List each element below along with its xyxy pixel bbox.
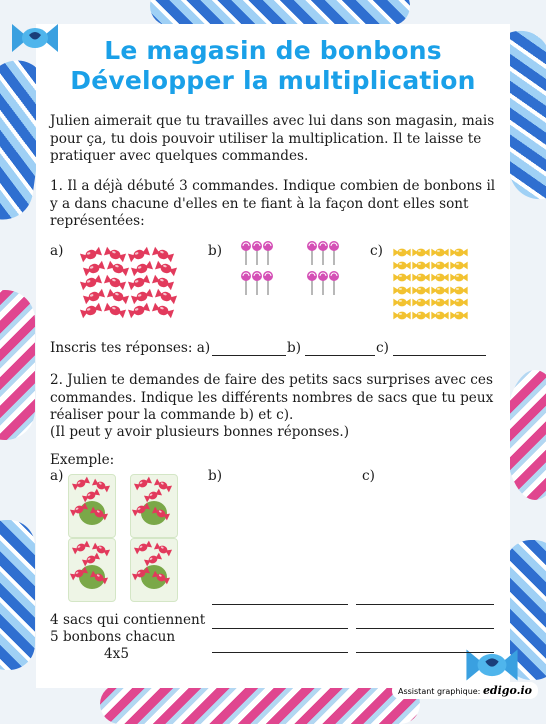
candy-grid-c xyxy=(392,247,472,323)
candy-icon xyxy=(392,285,412,296)
candy-grid-a xyxy=(80,248,180,318)
candy-icon xyxy=(126,301,151,321)
candy-icon xyxy=(430,247,450,258)
answer-b-line[interactable] xyxy=(305,355,375,356)
candy-icon xyxy=(449,260,469,271)
border-candy-left-mid xyxy=(0,290,35,440)
answers-label-b: b) xyxy=(287,340,302,356)
q2-label-b: b) xyxy=(208,468,223,484)
candy-icon xyxy=(449,247,469,258)
wrapped-candy-icon xyxy=(462,645,522,685)
lollipop-icon xyxy=(262,270,274,296)
title-line-1: Le magasin de bonbons xyxy=(104,36,442,65)
candy-icon xyxy=(430,285,450,296)
candy-icon xyxy=(449,272,469,283)
q2-b-line-3[interactable] xyxy=(212,652,348,653)
page-title xyxy=(36,36,510,96)
question-1-text: 1. Il a déjà débuté 3 commandes. Indique combien de bonbons il y a dans chacune d'elles en te fiant à la façon dont elles sont représentées: xyxy=(50,178,496,229)
q1-label-a: a) xyxy=(50,243,64,259)
candy-icon xyxy=(392,260,412,271)
candy-icon xyxy=(430,297,450,308)
answers-label-c: c) xyxy=(376,340,389,356)
lollipop-icon xyxy=(262,240,274,266)
q2-b-line-2[interactable] xyxy=(212,628,348,629)
candy-icon xyxy=(392,297,412,308)
credit-label: Assistant graphique: xyxy=(397,687,481,696)
q1-label-c: c) xyxy=(370,243,383,259)
q2-c-line-2[interactable] xyxy=(356,628,494,629)
candy-icon xyxy=(449,285,469,296)
border-candy-left-bottom xyxy=(0,520,35,670)
example-label: Exemple: xyxy=(50,452,115,468)
candy-icon xyxy=(430,272,450,283)
candy-icon xyxy=(430,260,450,271)
question-2-text: 2. Julien te demandes de faire des petits sacs surprises avec ces commandes. Indique les différents nombres de sacs que tu peux réaliser pour la commande b) et c). xyxy=(50,372,494,423)
candy-icon xyxy=(78,301,103,321)
example-text-1: 4 sacs qui contiennent xyxy=(50,612,206,628)
q1-label-b: b) xyxy=(208,243,223,259)
intro-text: Julien aimerait que tu travailles avec lui dans son magasin, mais pour ça, tu dois pouvoir utiliser la multiplication. Il te laisse te pratiquer avec quelques commandes. xyxy=(50,113,495,164)
example-text-2: 5 bonbons chacun xyxy=(50,629,176,645)
candy-icon xyxy=(449,297,469,308)
q2-c-line-1[interactable] xyxy=(356,604,494,605)
answers-label: Inscris tes réponses: a) xyxy=(50,340,211,356)
example-expression: 4x5 xyxy=(104,646,129,662)
answer-a-line[interactable] xyxy=(212,355,286,356)
candy-icon xyxy=(411,297,431,308)
q2-label-a: a) xyxy=(50,468,64,484)
title-line-2: Développer la multiplication xyxy=(70,66,476,95)
question-2-note: (Il peut y avoir plusieurs bonnes réponses.) xyxy=(50,424,350,440)
candy-icon xyxy=(392,310,412,321)
credit-badge xyxy=(392,682,538,699)
candy-icon xyxy=(411,310,431,321)
candy-icon xyxy=(411,260,431,271)
q2-c-line-3[interactable] xyxy=(356,652,494,653)
candy-icon xyxy=(449,310,469,321)
q2-b-line-1[interactable] xyxy=(212,604,348,605)
border-candy-bottom xyxy=(100,684,420,724)
candy-icon xyxy=(411,272,431,283)
candy-icon xyxy=(411,247,431,258)
candy-icon xyxy=(392,247,412,258)
candy-icon xyxy=(430,310,450,321)
lollipop-grid-b xyxy=(240,240,360,300)
candy-icon xyxy=(411,285,431,296)
border-lollipop-right xyxy=(505,370,546,500)
lollipop-icon xyxy=(328,240,340,266)
lollipop-icon xyxy=(328,270,340,296)
credit-brand: edigo.io xyxy=(482,684,532,697)
q2-label-c: c) xyxy=(362,468,375,484)
border-candy-top xyxy=(150,0,410,26)
answer-c-line[interactable] xyxy=(393,355,486,356)
candy-icon xyxy=(392,272,412,283)
